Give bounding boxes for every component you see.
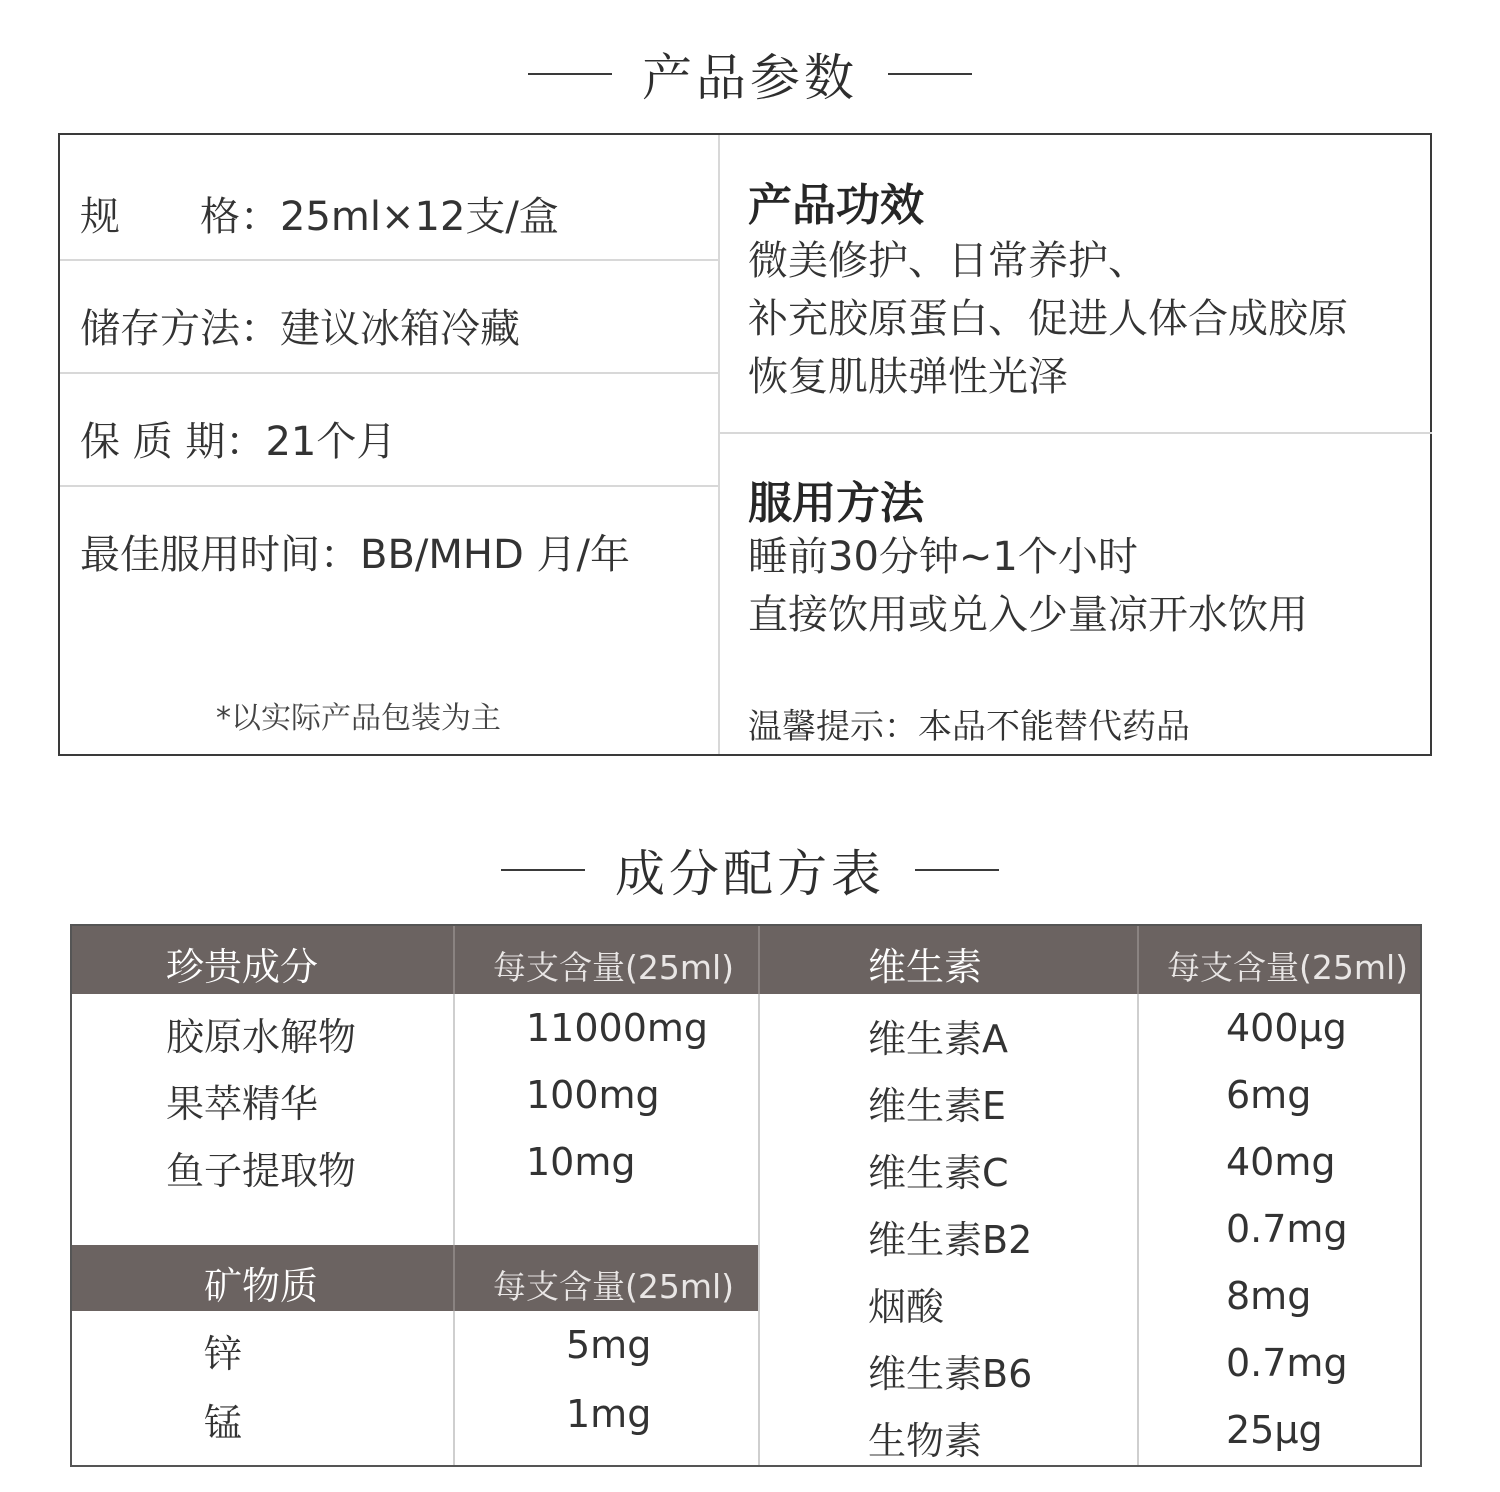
param-value: 21个月 (265, 419, 397, 465)
param-value: 25ml×12支/盒 (280, 194, 559, 240)
vitamin-name: 维生素E (868, 1084, 1007, 1128)
title-rule-right (888, 73, 972, 75)
title-rule-right (915, 869, 999, 871)
param-row-shelf-life (60, 374, 718, 486)
title-rule-left (501, 869, 585, 871)
vitamin-amount: 6mg (1226, 1073, 1312, 1117)
header-label: 珍贵成分 (166, 945, 319, 989)
vitamin-name: 维生素B6 (868, 1352, 1033, 1396)
param-label: 保 质 期： (80, 419, 266, 465)
column-separator (453, 1311, 455, 1465)
param-label: 最佳服用时间： (80, 532, 360, 578)
ingredients-title-text: 成分配方表 (615, 845, 885, 903)
param-label: 规 格： (80, 194, 280, 240)
param-row-spec (60, 149, 718, 261)
vitamin-amount: 8mg (1226, 1274, 1312, 1318)
efficacy-heading: 产品功效 (748, 180, 924, 231)
mineral-name: 锌 (204, 1332, 243, 1376)
precious-name: 胶原水解物 (166, 1015, 357, 1059)
vitamin-amount: 0.7mg (1226, 1341, 1348, 1385)
section-divider (720, 432, 1432, 434)
header-label: 每支含量(25ml) (493, 1267, 735, 1306)
vitamin-name: 生物素 (868, 1419, 983, 1463)
precious-name: 鱼子提取物 (166, 1149, 357, 1193)
usage-line: 直接饮用或兑入少量凉开水饮用 (748, 592, 1308, 638)
vitamin-name: 维生素A (868, 1017, 1008, 1061)
param-label: 储存方法： (80, 306, 280, 352)
title-rule-left (528, 73, 612, 75)
params-left-column (60, 135, 718, 754)
vitamin-amount: 400µg (1226, 1006, 1347, 1050)
header-minerals-amount (455, 1245, 758, 1313)
params-title-text: 产品参数 (642, 49, 858, 107)
usage-heading: 服用方法 (748, 478, 924, 529)
vitamin-amount: 0.7mg (1226, 1207, 1348, 1251)
packaging-note: *以实际产品包装为主 (216, 701, 501, 736)
param-row-storage (60, 261, 718, 373)
header-label: 每支含量(25ml) (493, 948, 735, 987)
ingredients-section-title (0, 834, 1500, 906)
header-label: 矿物质 (204, 1264, 319, 1308)
header-precious-amount (455, 926, 758, 994)
efficacy-line: 恢复肌肤弹性光泽 (748, 354, 1068, 400)
warm-tip: 温馨提示：本品不能替代药品 (748, 707, 1190, 747)
mineral-name: 锰 (204, 1401, 243, 1445)
column-separator (453, 994, 455, 1245)
header-separator (1137, 926, 1139, 994)
efficacy-line: 补充胶原蛋白、促进人体合成胶原 (748, 296, 1348, 342)
efficacy-line: 微美修护、日常养护、 (748, 238, 1148, 284)
header-label: 每支含量(25ml) (1167, 948, 1409, 987)
vitamin-amount: 25µg (1226, 1408, 1323, 1452)
precious-amount: 10mg (526, 1140, 636, 1184)
header-label: 维生素 (868, 945, 983, 989)
vitamin-name: 维生素C (868, 1151, 1009, 1195)
vitamin-amount: 40mg (1226, 1140, 1336, 1184)
params-right-column (720, 135, 1432, 754)
header-precious (72, 926, 454, 994)
ingredients-table (70, 924, 1422, 1467)
param-row-best-time (60, 487, 718, 599)
column-separator (1137, 994, 1139, 1465)
header-separator (758, 926, 760, 994)
param-value: 建议冰箱冷藏 (280, 306, 520, 352)
param-value: BB/MHD 月/年 (360, 532, 630, 578)
vitamin-name: 维生素B2 (868, 1218, 1033, 1262)
usage-line: 睡前30分钟~1个小时 (748, 534, 1138, 580)
precious-amount: 100mg (526, 1073, 660, 1117)
header-minerals (72, 1245, 454, 1313)
precious-amount: 11000mg (526, 1006, 709, 1050)
column-separator (758, 994, 760, 1465)
header-vitamins (760, 926, 1138, 994)
params-section-title (0, 38, 1500, 110)
vitamin-name: 烟酸 (868, 1285, 945, 1329)
precious-name: 果萃精华 (166, 1082, 319, 1126)
mineral-amount: 5mg (566, 1323, 652, 1367)
header-vitamins-amount (1139, 926, 1420, 994)
mineral-amount: 1mg (566, 1392, 652, 1436)
product-params-box (58, 133, 1432, 756)
header-separator (453, 926, 455, 994)
